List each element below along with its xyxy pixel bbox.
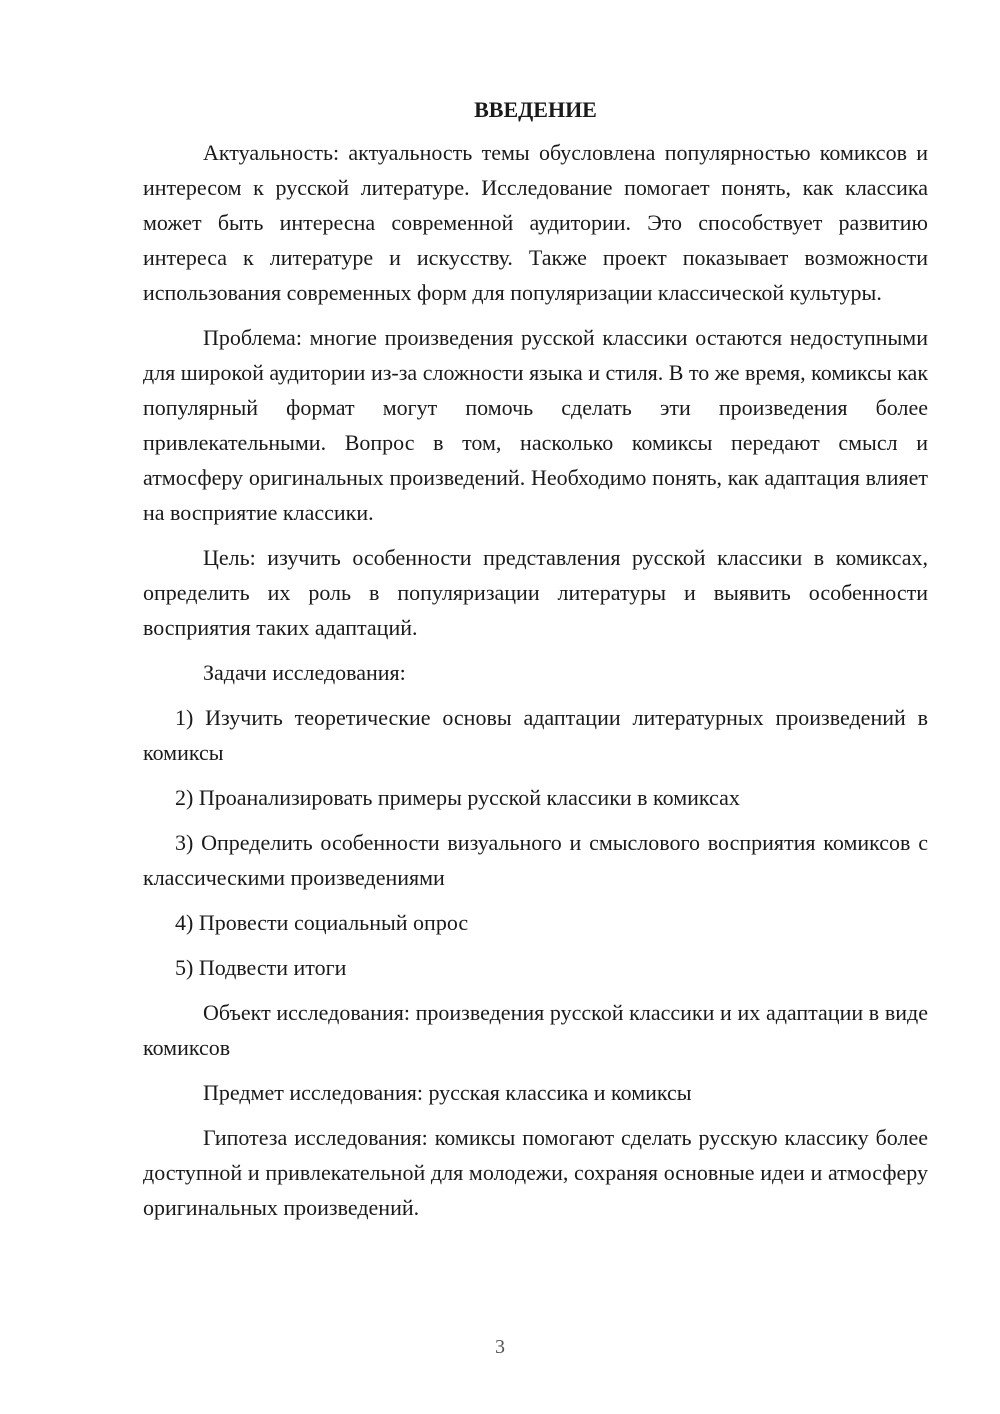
- paragraph-hypothesis: Гипотеза исследования: комиксы помогают сделать русскую классику более доступной и привлекательной для молодежи, сохраняя основные идеи и атмосферу оригинальных произведений.: [143, 1125, 928, 1220]
- document-page: [143, 95, 928, 1235]
- page-number: 3: [495, 1336, 505, 1358]
- list-item: 3) Определить особенности визуального и смыслового восприятия комиксов с классическими произведениями: [143, 830, 928, 890]
- list-item: 1) Изучить теоретические основы адаптации литературных произведений в комиксы: [143, 705, 928, 765]
- paragraph-tasks-heading: Задачи исследования:: [203, 660, 406, 685]
- list-item: 4) Провести социальный опрос: [175, 910, 469, 935]
- section-title: ВВЕДЕНИЕ: [474, 97, 597, 122]
- paragraph-relevance: Актуальность: актуальность темы обусловлена популярностью комиксов и интересом к русской литературе. Исследование помогает понять, как классика может быть интересна современной аудитории. Это способствует развитию интереса к литературе и искусству. Также проект показывает возможности использования современных форм для популяризации классической культуры.: [143, 140, 928, 305]
- paragraph-object: Объект исследования: произведения русской классики и их адаптации в виде комиксов: [143, 1000, 928, 1060]
- list-item: 2) Проанализировать примеры русской классики в комиксах: [175, 785, 740, 810]
- paragraph-problem: Проблема: многие произведения русской классики остаются недоступными для широкой аудитории из-за сложности языка и стиля. В то же время, комиксы как популярный формат могут помочь сделать эти произведения более привлекательными. Вопрос в том, насколько комиксы передают смысл и атмосферу оригинальных произведений. Необходимо понять, как адаптация влияет на восприятие классики.: [143, 325, 929, 525]
- paragraph-goal: Цель: изучить особенности представления русской классики в комиксах, определить их роль в популяризации литературы и выявить особенности восприятия таких адаптаций.: [143, 545, 928, 640]
- list-item: 5) Подвести итоги: [175, 955, 347, 980]
- tasks-list: [143, 700, 928, 985]
- paragraph-subject: Предмет исследования: русская классика и комиксы: [203, 1080, 692, 1105]
